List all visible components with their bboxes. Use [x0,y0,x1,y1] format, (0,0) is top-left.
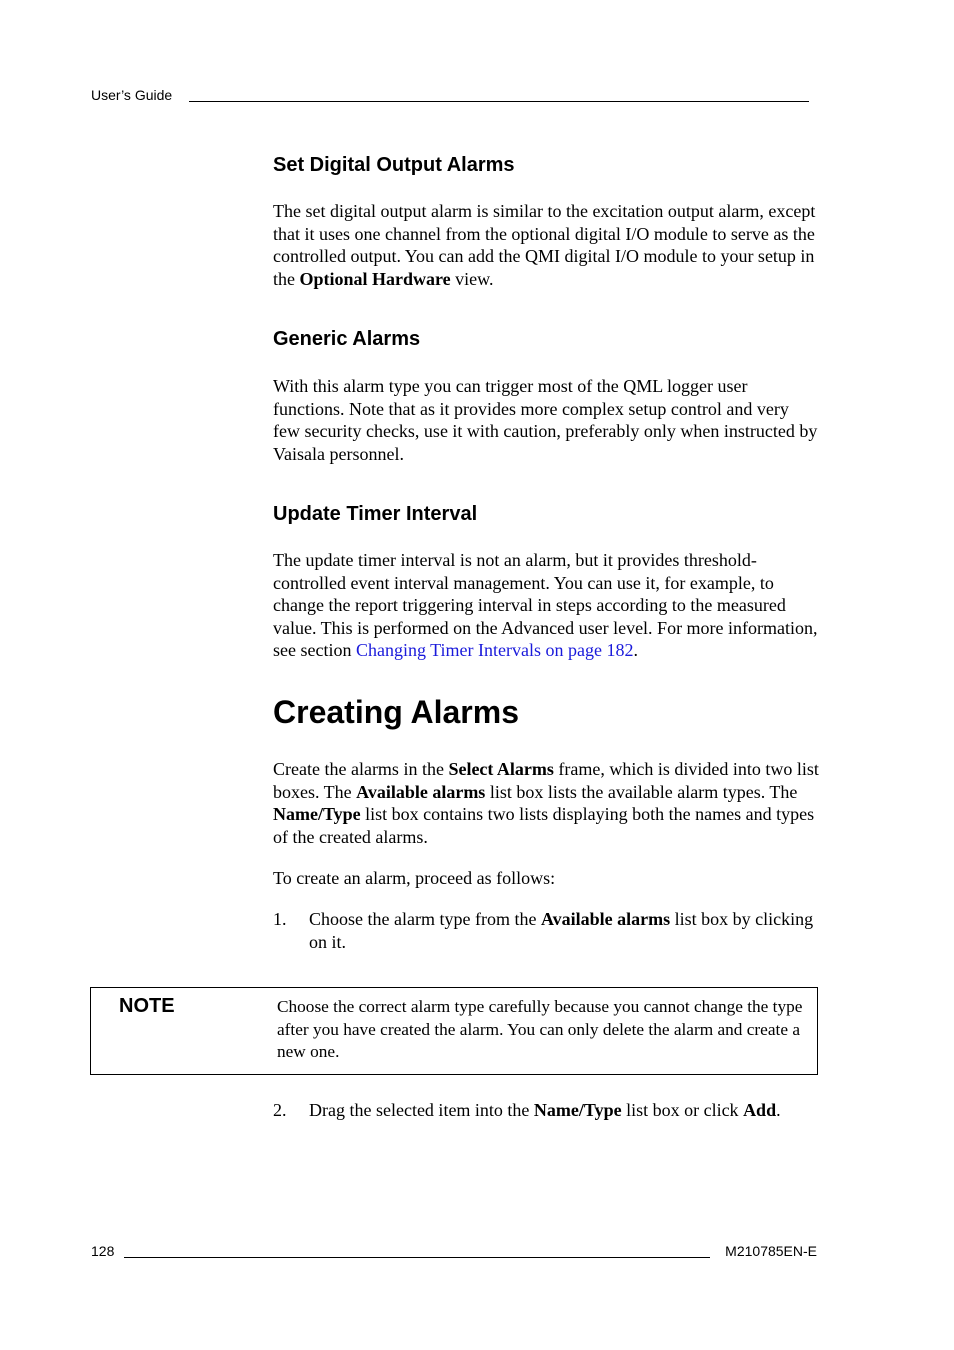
heading-update-timer-interval: Update Timer Interval [273,503,478,525]
note-text: Choose the correct alarm type carefully because you cannot change the type after you have created the alarm. You can only delete the alarm and create a new one. [277,997,803,1061]
note-label: NOTE [119,995,175,1017]
list-step-1 [273,908,819,954]
heading-creating-alarms: Creating Alarms [273,694,519,730]
paragraph-set-digital-output: The set digital output alarm is similar to the excitation output alarm, except that it uses one channel from the optional digital I/O module to serve as the controlled output. You can add the QMI digital I/O module to your setup in the Optional Hardware view. [273,201,816,289]
header-title: User’s Guide [91,87,173,103]
note-box [90,987,818,1075]
step-number: 2. [273,1100,287,1120]
footer-rule [124,1257,710,1258]
step-text: Drag the selected item into the Name/Type list box or click Add. [309,1100,781,1120]
bold-optional-hardware: Optional Hardware [299,268,451,289]
link-changing-timer-intervals[interactable]: Changing Timer Intervals on page 182 [355,640,634,660]
step-text: Choose the alarm type from the Available alarms list box by clicking on it. [309,909,814,952]
paragraph-generic-alarms: With this alarm type you can trigger most of the QML logger user functions. Note that as it provides more complex setup control and very few security checks, use it with caution, preferably only when instructed by Vaisala personnel. [273,376,818,464]
step-number: 1. [273,909,287,929]
document-code: M210785EN-E [725,1243,817,1259]
header-rule [189,101,809,102]
heading-set-digital-output-alarms: Set Digital Output Alarms [273,154,515,176]
list-step-2 [273,1099,819,1123]
page-number: 128 [91,1243,115,1259]
paragraph-update-timer: The update timer interval is not an alarm, but it provides threshold-controlled event interval management. You can use it, for example, to change the report triggering interval in steps according to the measured value. This is performed on the Advanced user level. For more information, see section Changing Timer Intervals on page 182. [273,550,818,660]
paragraph-proceed: To create an alarm, proceed as follows: [273,868,556,888]
paragraph-creating-intro: Create the alarms in the Select Alarms frame, which is divided into two list boxes. The Available alarms list box lists the available alarm types. The Name/Type list box contains two lists displaying both the names and types of the created alarms. [273,759,819,847]
heading-generic-alarms: Generic Alarms [273,328,421,350]
